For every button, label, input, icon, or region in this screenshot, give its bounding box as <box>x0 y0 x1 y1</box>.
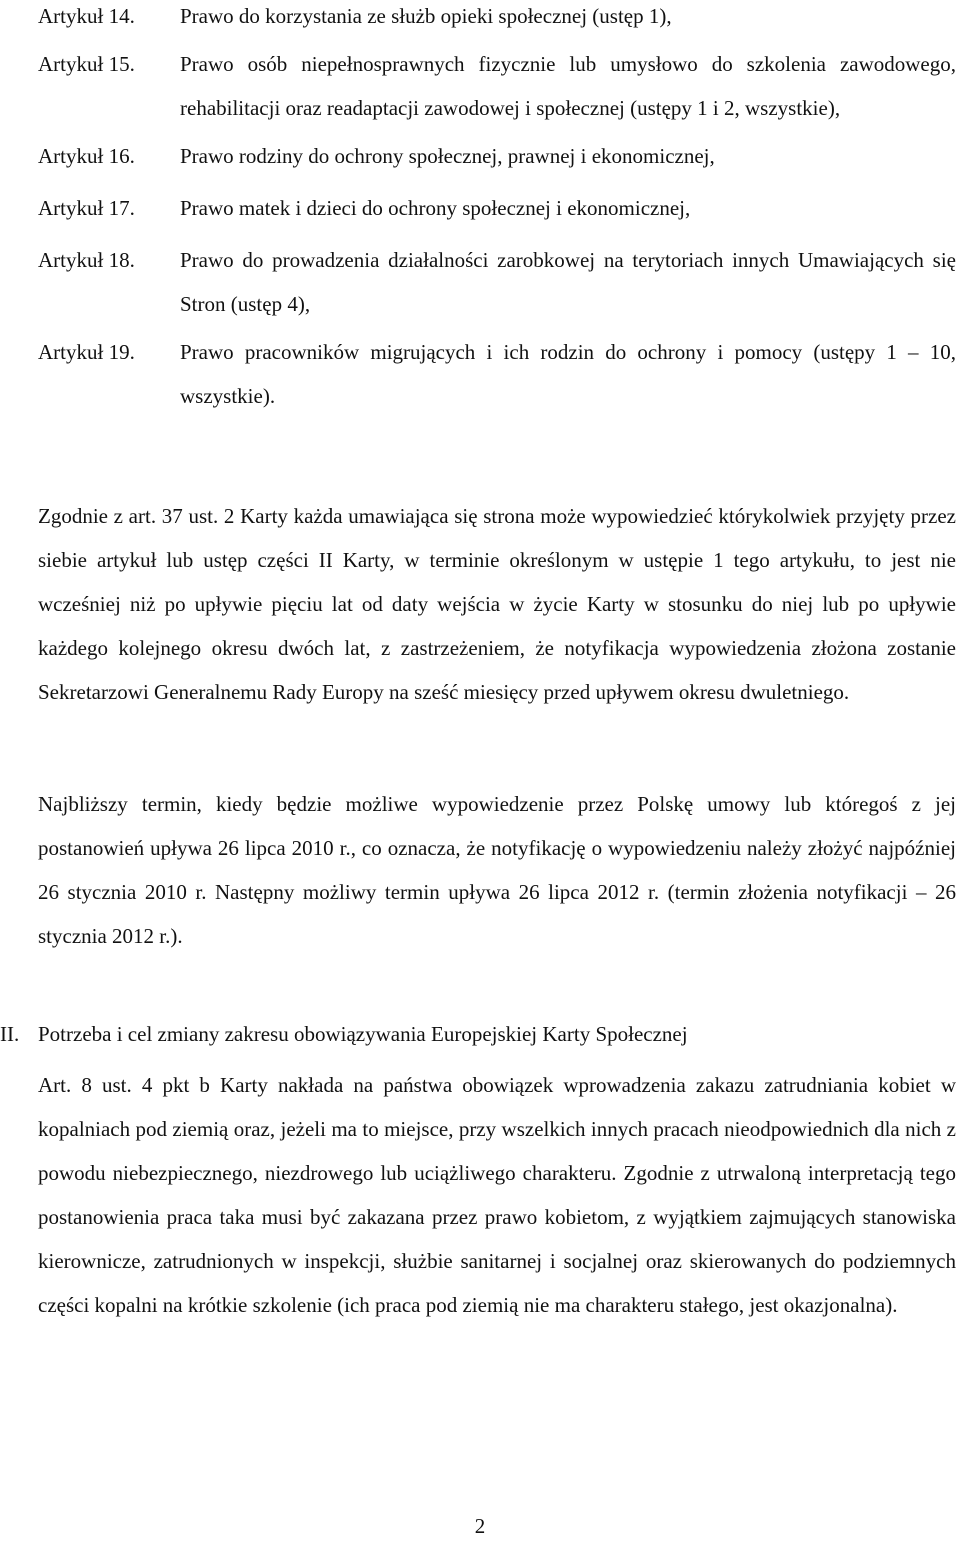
article-text: Prawo matek i dzieci do ochrony społecznej i ekonomicznej, <box>180 196 691 220</box>
article-item <box>38 186 956 230</box>
article-text: Prawo rodziny do ochrony społecznej, prawnej i ekonomicznej, <box>180 144 715 168</box>
paragraph-article-8: Art. 8 ust. 4 pkt b Karty nakłada na państwa obowiązek wprowadzenia zakazu zatrudniania kobiet w kopalniach pod ziemią oraz, jeżeli ma to miejsce, przy wszelkich innych pracach nieodpowiednich dla nich z powodu niebezpiecznego, niezdrowego lub uciążliwego charakteru. Zgodnie z utrwaloną interpretacją tego postanowienia praca taka musi być zakazana przez prawo kobietom, z wyjątkiem zajmujących stanowiska kierownicze, zatrudnionych w inspekcji, służbie sanitarnej i socjalnej oraz skierowanych do podziemnych części kopalni na krótkie szkolenie (ich praca pod ziemią nie ma charakteru stałego, jest okazjonalna). <box>38 1073 956 1317</box>
article-label: Artykuł 15. <box>38 52 135 76</box>
section-heading <box>0 1012 956 1056</box>
paragraph-withdrawal-rule: Zgodnie z art. 37 ust. 2 Karty każda umawiająca się strona może wypowiedzieć którykolwiek przyjęty przez siebie artykuł lub ustęp części II Karty, w terminie określonym w ustępie 1 tego artykułu, to jest nie wcześniej niż po upływie pięciu lat od daty wejścia w życie Karty w stosunku do niej lub po upływie każdego kolejnego okresu dwóch lat, z zastrzeżeniem, że notyfikacja wypowiedzenia złożona zostanie Sekretarzowi Generalnemu Rady Europy na sześć miesięcy przed upływem okresu dwuletniego. <box>38 504 956 704</box>
article-label: Artykuł 14. <box>38 4 135 28</box>
article-text: Prawo osób niepełnosprawnych fizycznie lub umysłowo do szkolenia zawodowego, rehabilitacji oraz readaptacji zawodowej i społecznej (ustępy 1 i 2, wszystkie), <box>180 52 956 120</box>
article-label: Artykuł 17. <box>38 196 135 220</box>
article-item <box>38 238 956 326</box>
article-text: Prawo do korzystania ze służb opieki społecznej (ustęp 1), <box>180 4 672 28</box>
article-label: Artykuł 19. <box>38 340 135 364</box>
article-text: Prawo do prowadzenia działalności zarobkowej na terytoriach innych Umawiających się Stron (ustęp 4), <box>180 248 956 316</box>
section-number: II. <box>0 1022 20 1046</box>
paragraph-next-deadline: Najbliższy termin, kiedy będzie możliwe wypowiedzenie przez Polskę umowy lub któregoś z jej postanowień upływa 26 lipca 2010 r., co oznacza, że notyfikację o wypowiedzeniu należy złożyć najpóźniej 26 stycznia 2010 r. Następny możliwy termin upływa 26 lipca 2012 r. (termin złożenia notyfikacji – 26 stycznia 2012 r.). <box>38 792 956 948</box>
section-title: Potrzeba i cel zmiany zakresu obowiązywania Europejskiej Karty Społecznej <box>38 1022 688 1046</box>
article-item <box>38 134 956 178</box>
article-item <box>38 0 956 38</box>
article-label: Artykuł 16. <box>38 144 135 168</box>
article-label: Artykuł 18. <box>38 248 135 272</box>
article-text: Prawo pracowników migrujących i ich rodzin do ochrony i pomocy (ustępy 1 – 10, wszystkie). <box>180 340 956 408</box>
page-number: 2 <box>474 1514 486 1538</box>
article-item <box>38 330 956 418</box>
article-item <box>38 42 956 130</box>
article-list <box>38 0 956 418</box>
